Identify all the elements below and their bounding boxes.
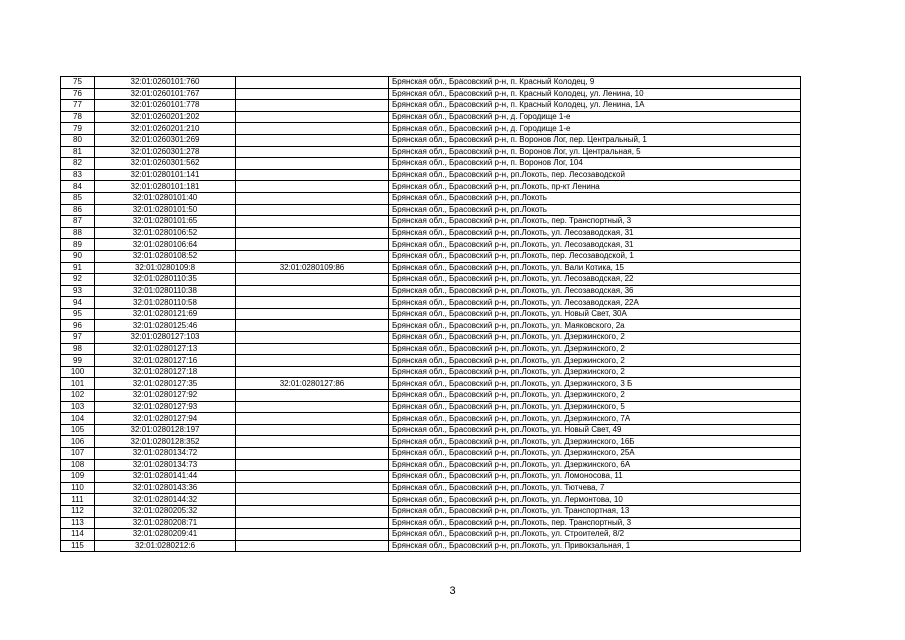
cadastral-number-cell: 32:01:0280208:71 <box>95 517 236 529</box>
table-row <box>61 494 801 506</box>
table-row <box>61 111 801 123</box>
cadastral-number-cell: 32:01:0280101:65 <box>95 216 236 228</box>
cadastral-number-cell: 32:01:0280109:8 <box>95 262 236 274</box>
table-row <box>61 216 801 228</box>
table-row <box>61 401 801 413</box>
row-number-cell: 85 <box>61 192 95 204</box>
table-row <box>61 378 801 390</box>
related-cadastral-number-cell <box>236 401 389 413</box>
table-row <box>61 250 801 262</box>
related-cadastral-number-cell <box>236 88 389 100</box>
row-number-cell: 81 <box>61 146 95 158</box>
table-row <box>61 158 801 170</box>
related-cadastral-number-cell <box>236 413 389 425</box>
cadastral-number-cell: 32:01:0280127:13 <box>95 343 236 355</box>
row-number-cell: 75 <box>61 77 95 89</box>
table-row <box>61 540 801 552</box>
address-cell: Брянская обл., Брасовский р-н, рп.Локоть, ул. Лесозаводская, 31 <box>389 239 801 251</box>
cadastral-number-cell: 32:01:0280125:46 <box>95 320 236 332</box>
related-cadastral-number-cell <box>236 436 389 448</box>
row-number-cell: 95 <box>61 308 95 320</box>
address-cell: Брянская обл., Брасовский р-н, рп.Локоть, пер. Лесозаводской <box>389 169 801 181</box>
table-row <box>61 192 801 204</box>
cadastral-number-cell: 32:01:0280127:16 <box>95 355 236 367</box>
row-number-cell: 89 <box>61 239 95 251</box>
address-cell: Брянская обл., Брасовский р-н, рп.Локоть, пер. Транспортный, 3 <box>389 517 801 529</box>
row-number-cell: 114 <box>61 529 95 541</box>
related-cadastral-number-cell <box>236 355 389 367</box>
row-number-cell: 104 <box>61 413 95 425</box>
related-cadastral-number-cell <box>236 100 389 112</box>
related-cadastral-number-cell <box>236 459 389 471</box>
related-cadastral-number-cell <box>236 239 389 251</box>
cadastral-number-cell: 32:01:0280110:35 <box>95 274 236 286</box>
page-number: 3 <box>449 585 456 597</box>
address-cell: Брянская обл., Брасовский р-н, п. Воронов Лог, пер. Центральный, 1 <box>389 134 801 146</box>
related-cadastral-number-cell <box>236 494 389 506</box>
cadastral-number-cell: 32:01:0260301:562 <box>95 158 236 170</box>
related-cadastral-number-cell: 32:01:0280127:86 <box>236 378 389 390</box>
address-cell: Брянская обл., Брасовский р-н, рп.Локоть, ул. Новый Свет, 49 <box>389 424 801 436</box>
related-cadastral-number-cell <box>236 505 389 517</box>
row-number-cell: 112 <box>61 505 95 517</box>
row-number-cell: 106 <box>61 436 95 448</box>
cadastral-number-cell: 32:01:0280110:38 <box>95 285 236 297</box>
address-cell: Брянская обл., Брасовский р-н, рп.Локоть, ул. Тютчева, 7 <box>389 482 801 494</box>
address-cell: Брянская обл., Брасовский р-н, рп.Локоть, ул. Маяковского, 2а <box>389 320 801 332</box>
address-cell: Брянская обл., Брасовский р-н, рп.Локоть, пер. Транспортный, 3 <box>389 216 801 228</box>
table-row <box>61 204 801 216</box>
table-row <box>61 366 801 378</box>
related-cadastral-number-cell <box>236 192 389 204</box>
table-row <box>61 529 801 541</box>
table-row <box>61 436 801 448</box>
related-cadastral-number-cell <box>236 448 389 460</box>
cadastral-number-cell: 32:01:0280143:36 <box>95 482 236 494</box>
related-cadastral-number-cell <box>236 471 389 483</box>
related-cadastral-number-cell <box>236 424 389 436</box>
cadastral-number-cell: 32:01:0280128:352 <box>95 436 236 448</box>
row-number-cell: 80 <box>61 134 95 146</box>
related-cadastral-number-cell <box>236 308 389 320</box>
row-number-cell: 93 <box>61 285 95 297</box>
address-cell: Брянская обл., Брасовский р-н, п. Красный Колодец, 9 <box>389 77 801 89</box>
address-cell: Брянская обл., Брасовский р-н, п. Красный Колодец, ул. Ленина, 1А <box>389 100 801 112</box>
table-row <box>61 134 801 146</box>
table-row <box>61 471 801 483</box>
cadastral-number-cell: 32:01:0280108:52 <box>95 250 236 262</box>
address-cell: Брянская обл., Брасовский р-н, рп.Локоть, ул. Дзержинского, 7А <box>389 413 801 425</box>
address-cell: Брянская обл., Брасовский р-н, рп.Локоть, ул. Лесозаводская, 22 <box>389 274 801 286</box>
related-cadastral-number-cell <box>236 77 389 89</box>
table-row <box>61 262 801 274</box>
table-row <box>61 482 801 494</box>
table-row <box>61 100 801 112</box>
cadastral-number-cell: 32:01:0280205:32 <box>95 505 236 517</box>
related-cadastral-number-cell <box>236 181 389 193</box>
cadastral-number-cell: 32:01:0280101:181 <box>95 181 236 193</box>
row-number-cell: 113 <box>61 517 95 529</box>
related-cadastral-number-cell <box>236 134 389 146</box>
cadastral-number-cell: 32:01:0280141:44 <box>95 471 236 483</box>
address-cell: Брянская обл., Брасовский р-н, п. Воронов Лог, 104 <box>389 158 801 170</box>
table-row <box>61 343 801 355</box>
table-row <box>61 88 801 100</box>
related-cadastral-number-cell <box>236 517 389 529</box>
table-row <box>61 169 801 181</box>
cadastral-number-cell: 32:01:0260201:210 <box>95 123 236 135</box>
cadastral-number-cell: 32:01:0280121:69 <box>95 308 236 320</box>
cadastral-number-cell: 32:01:0260301:278 <box>95 146 236 158</box>
cadastral-number-cell: 32:01:0280127:93 <box>95 401 236 413</box>
cadastral-number-cell: 32:01:0260101:778 <box>95 100 236 112</box>
cadastral-number-cell: 32:01:0280209:41 <box>95 529 236 541</box>
cadastral-number-cell: 32:01:0280127:92 <box>95 390 236 402</box>
related-cadastral-number-cell <box>236 297 389 309</box>
address-cell: Брянская обл., Брасовский р-н, рп.Локоть, ул. Привокзальная, 1 <box>389 540 801 552</box>
row-number-cell: 77 <box>61 100 95 112</box>
related-cadastral-number-cell <box>236 250 389 262</box>
address-cell: Брянская обл., Брасовский р-н, п. Красный Колодец, ул. Ленина, 10 <box>389 88 801 100</box>
address-cell: Брянская обл., Брасовский р-н, п. Воронов Лог, ул. Центральная, 5 <box>389 146 801 158</box>
related-cadastral-number-cell <box>236 540 389 552</box>
cadastral-number-cell: 32:01:0260301:269 <box>95 134 236 146</box>
row-number-cell: 88 <box>61 227 95 239</box>
related-cadastral-number-cell <box>236 332 389 344</box>
row-number-cell: 97 <box>61 332 95 344</box>
table-row <box>61 517 801 529</box>
row-number-cell: 76 <box>61 88 95 100</box>
table-row <box>61 239 801 251</box>
row-number-cell: 110 <box>61 482 95 494</box>
address-cell: Брянская обл., Брасовский р-н, рп.Локоть, ул. Лесозаводская, 22А <box>389 297 801 309</box>
table-row <box>61 274 801 286</box>
related-cadastral-number-cell <box>236 204 389 216</box>
table-row <box>61 413 801 425</box>
row-number-cell: 82 <box>61 158 95 170</box>
row-number-cell: 99 <box>61 355 95 367</box>
cadastral-number-cell: 32:01:0280101:141 <box>95 169 236 181</box>
related-cadastral-number-cell <box>236 146 389 158</box>
row-number-cell: 94 <box>61 297 95 309</box>
row-number-cell: 90 <box>61 250 95 262</box>
cadastral-number-cell: 32:01:0280127:103 <box>95 332 236 344</box>
cadastral-number-cell: 32:01:0280134:73 <box>95 459 236 471</box>
related-cadastral-number-cell <box>236 320 389 332</box>
row-number-cell: 107 <box>61 448 95 460</box>
row-number-cell: 78 <box>61 111 95 123</box>
related-cadastral-number-cell <box>236 169 389 181</box>
address-cell: Брянская обл., Брасовский р-н, рп.Локоть, пер. Лесозаводской, 1 <box>389 250 801 262</box>
row-number-cell: 102 <box>61 390 95 402</box>
related-cadastral-number-cell <box>236 285 389 297</box>
address-cell: Брянская обл., Брасовский р-н, рп.Локоть, ул. Дзержинского, 3 Б <box>389 378 801 390</box>
cadastral-number-cell: 32:01:0280212:6 <box>95 540 236 552</box>
table-row <box>61 332 801 344</box>
table-row <box>61 285 801 297</box>
cadastral-number-cell: 32:01:0260101:767 <box>95 88 236 100</box>
table-row <box>61 146 801 158</box>
address-cell: Брянская обл., Брасовский р-н, рп.Локоть, ул. Ломоносова, 11 <box>389 471 801 483</box>
related-cadastral-number-cell <box>236 158 389 170</box>
address-cell: Брянская обл., Брасовский р-н, рп.Локоть, ул. Лермонтова, 10 <box>389 494 801 506</box>
address-cell: Брянская обл., Брасовский р-н, рп.Локоть, ул. Дзержинского, 25А <box>389 448 801 460</box>
cadastral-number-cell: 32:01:0280128:197 <box>95 424 236 436</box>
address-cell: Брянская обл., Брасовский р-н, рп.Локоть, ул. Лесозаводская, 31 <box>389 227 801 239</box>
table-row <box>61 424 801 436</box>
row-number-cell: 111 <box>61 494 95 506</box>
row-number-cell: 92 <box>61 274 95 286</box>
related-cadastral-number-cell <box>236 366 389 378</box>
related-cadastral-number-cell <box>236 227 389 239</box>
address-cell: Брянская обл., Брасовский р-н, рп.Локоть <box>389 192 801 204</box>
row-number-cell: 84 <box>61 181 95 193</box>
address-cell: Брянская обл., Брасовский р-н, рп.Локоть, ул. Лесозаводская, 36 <box>389 285 801 297</box>
row-number-cell: 100 <box>61 366 95 378</box>
table-row <box>61 459 801 471</box>
related-cadastral-number-cell <box>236 216 389 228</box>
address-cell: Брянская обл., Брасовский р-н, рп.Локоть, ул. Дзержинского, 5 <box>389 401 801 413</box>
address-cell: Брянская обл., Брасовский р-н, рп.Локоть, ул. Дзержинского, 6А <box>389 459 801 471</box>
row-number-cell: 101 <box>61 378 95 390</box>
row-number-cell: 98 <box>61 343 95 355</box>
cadastral-number-cell: 32:01:0280106:52 <box>95 227 236 239</box>
address-cell: Брянская обл., Брасовский р-н, д. Городище 1-е <box>389 111 801 123</box>
table-row <box>61 123 801 135</box>
row-number-cell: 86 <box>61 204 95 216</box>
cadastral-number-cell: 32:01:0280101:50 <box>95 204 236 216</box>
cadastral-number-cell: 32:01:0280144:32 <box>95 494 236 506</box>
address-cell: Брянская обл., Брасовский р-н, рп.Локоть, ул. Дзержинского, 2 <box>389 343 801 355</box>
address-cell: Брянская обл., Брасовский р-н, рп.Локоть, ул. Вали Котика, 15 <box>389 262 801 274</box>
cadastral-number-cell: 32:01:0260201:202 <box>95 111 236 123</box>
address-cell: Брянская обл., Брасовский р-н, д. Городище 1-е <box>389 123 801 135</box>
cadastral-number-cell: 32:01:0280101:40 <box>95 192 236 204</box>
row-number-cell: 105 <box>61 424 95 436</box>
row-number-cell: 91 <box>61 262 95 274</box>
address-cell: Брянская обл., Брасовский р-н, рп.Локоть, ул. Транспортная, 13 <box>389 505 801 517</box>
address-cell: Брянская обл., Брасовский р-н, рп.Локоть, ул. Дзержинского, 2 <box>389 332 801 344</box>
row-number-cell: 87 <box>61 216 95 228</box>
cadastral-number-cell: 32:01:0280127:18 <box>95 366 236 378</box>
table-row <box>61 320 801 332</box>
related-cadastral-number-cell <box>236 123 389 135</box>
address-cell: Брянская обл., Брасовский р-н, рп.Локоть, ул. Дзержинского, 2 <box>389 366 801 378</box>
row-number-cell: 108 <box>61 459 95 471</box>
row-number-cell: 96 <box>61 320 95 332</box>
address-cell: Брянская обл., Брасовский р-н, рп.Локоть <box>389 204 801 216</box>
row-number-cell: 115 <box>61 540 95 552</box>
address-cell: Брянская обл., Брасовский р-н, рп.Локоть, ул. Дзержинского, 16Б <box>389 436 801 448</box>
cadastral-number-cell: 32:01:0280127:94 <box>95 413 236 425</box>
address-cell: Брянская обл., Брасовский р-н, рп.Локоть, ул. Дзержинского, 2 <box>389 390 801 402</box>
related-cadastral-number-cell <box>236 482 389 494</box>
table-row <box>61 505 801 517</box>
cadastral-number-cell: 32:01:0280106:64 <box>95 239 236 251</box>
cadastral-number-cell: 32:01:0280127:35 <box>95 378 236 390</box>
table-row <box>61 227 801 239</box>
row-number-cell: 79 <box>61 123 95 135</box>
related-cadastral-number-cell: 32:01:0280109:86 <box>236 262 389 274</box>
related-cadastral-number-cell <box>236 390 389 402</box>
address-cell: Брянская обл., Брасовский р-н, рп.Локоть, пр-кт Ленина <box>389 181 801 193</box>
related-cadastral-number-cell <box>236 529 389 541</box>
table-row <box>61 390 801 402</box>
cadastral-number-cell: 32:01:0260101:760 <box>95 77 236 89</box>
related-cadastral-number-cell <box>236 343 389 355</box>
row-number-cell: 83 <box>61 169 95 181</box>
objects-table-body <box>61 77 801 552</box>
cadastral-number-cell: 32:01:0280134:72 <box>95 448 236 460</box>
table-row <box>61 308 801 320</box>
row-number-cell: 109 <box>61 471 95 483</box>
cadastral-number-cell: 32:01:0280110:58 <box>95 297 236 309</box>
related-cadastral-number-cell <box>236 274 389 286</box>
table-row <box>61 77 801 89</box>
objects-table <box>60 76 801 552</box>
table-row <box>61 448 801 460</box>
address-cell: Брянская обл., Брасовский р-н, рп.Локоть, ул. Новый Свет, 30А <box>389 308 801 320</box>
address-cell: Брянская обл., Брасовский р-н, рп.Локоть, ул. Строителей, 8/2 <box>389 529 801 541</box>
row-number-cell: 103 <box>61 401 95 413</box>
table-row <box>61 297 801 309</box>
related-cadastral-number-cell <box>236 111 389 123</box>
table-row <box>61 355 801 367</box>
address-cell: Брянская обл., Брасовский р-н, рп.Локоть, ул. Дзержинского, 2 <box>389 355 801 367</box>
table-row <box>61 181 801 193</box>
